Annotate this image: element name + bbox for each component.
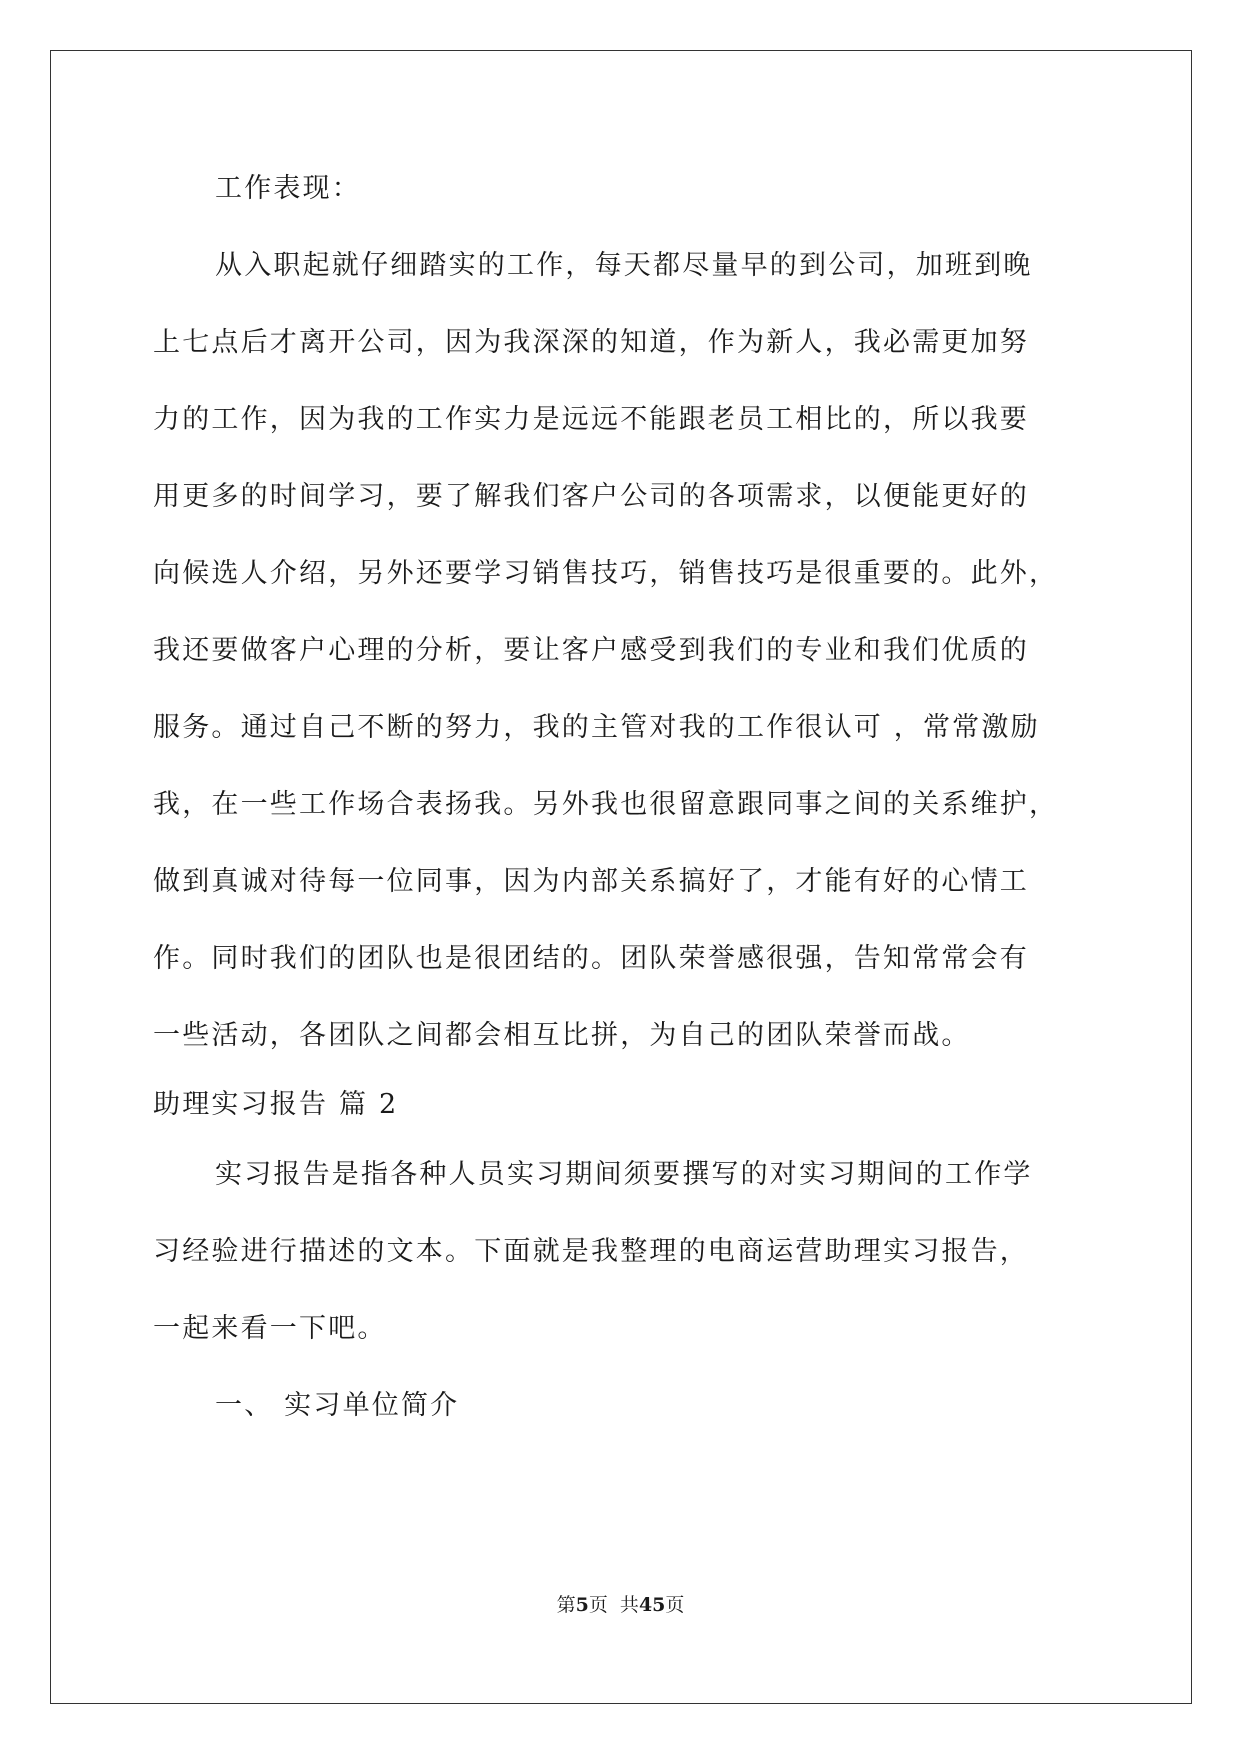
document-body — [153, 150, 1088, 1444]
paragraph-line: 习经验进行描述的文本。下面就是我整理的电商运营助理实习报告， — [153, 1236, 1029, 1267]
paragraph-line: 上七点后才离开公司，因为我深深的知道，作为新人，我必需更加努 — [153, 327, 1029, 358]
paragraph-line: 一些活动，各团队之间都会相互比拼，为自己的团队荣誉而战。 — [153, 1020, 971, 1051]
paragraph-line: 做到真诚对待每一位同事，因为内部关系搞好了，才能有好的心情工 — [153, 866, 1029, 897]
footer-middle: 页 共 — [588, 1594, 639, 1616]
paragraph-line: 一起来看一下吧。 — [153, 1313, 387, 1344]
paragraph-line: 我还要做客户心理的分析，要让客户感受到我们的专业和我们优质的 — [153, 635, 1029, 666]
subsection-heading: 一、 实习单位简介 — [215, 1390, 460, 1421]
paragraph-line: 向候选人介绍，另外还要学习销售技巧，销售技巧是很重要的。此外， — [153, 558, 1059, 589]
footer-prefix: 第 — [556, 1594, 576, 1616]
paragraph-line: 从入职起就仔细踏实的工作，每天都尽量早的到公司，加班到晚 — [215, 250, 1033, 281]
section-label: 工作表现： — [215, 173, 361, 204]
total-page-number: 45 — [638, 1594, 666, 1616]
paragraph-line: 服务。通过自己不断的努力，我的主管对我的工作很认可 ，常常激励 — [153, 712, 1040, 743]
page-footer — [0, 1590, 1241, 1617]
paragraph-line: 我，在一些工作场合表扬我。另外我也很留意跟同事之间的关系维护， — [153, 789, 1059, 820]
paragraph-line: 力的工作，因为我的工作实力是远远不能跟老员工相比的，所以我要 — [153, 404, 1029, 435]
paragraph-line: 用更多的时间学习，要了解我们客户公司的各项需求，以便能更好的 — [153, 481, 1029, 512]
footer-suffix: 页 — [665, 1594, 685, 1616]
current-page-number: 5 — [575, 1594, 589, 1616]
paragraph-line: 作。同时我们的团队也是很团结的。团队荣誉感很强，告知常常会有 — [153, 943, 1029, 974]
paragraph-line: 实习报告是指各种人员实习期间须要撰写的对实习期间的工作学 — [215, 1159, 1033, 1190]
section-heading: 助理实习报告 篇 2 — [153, 1089, 399, 1120]
